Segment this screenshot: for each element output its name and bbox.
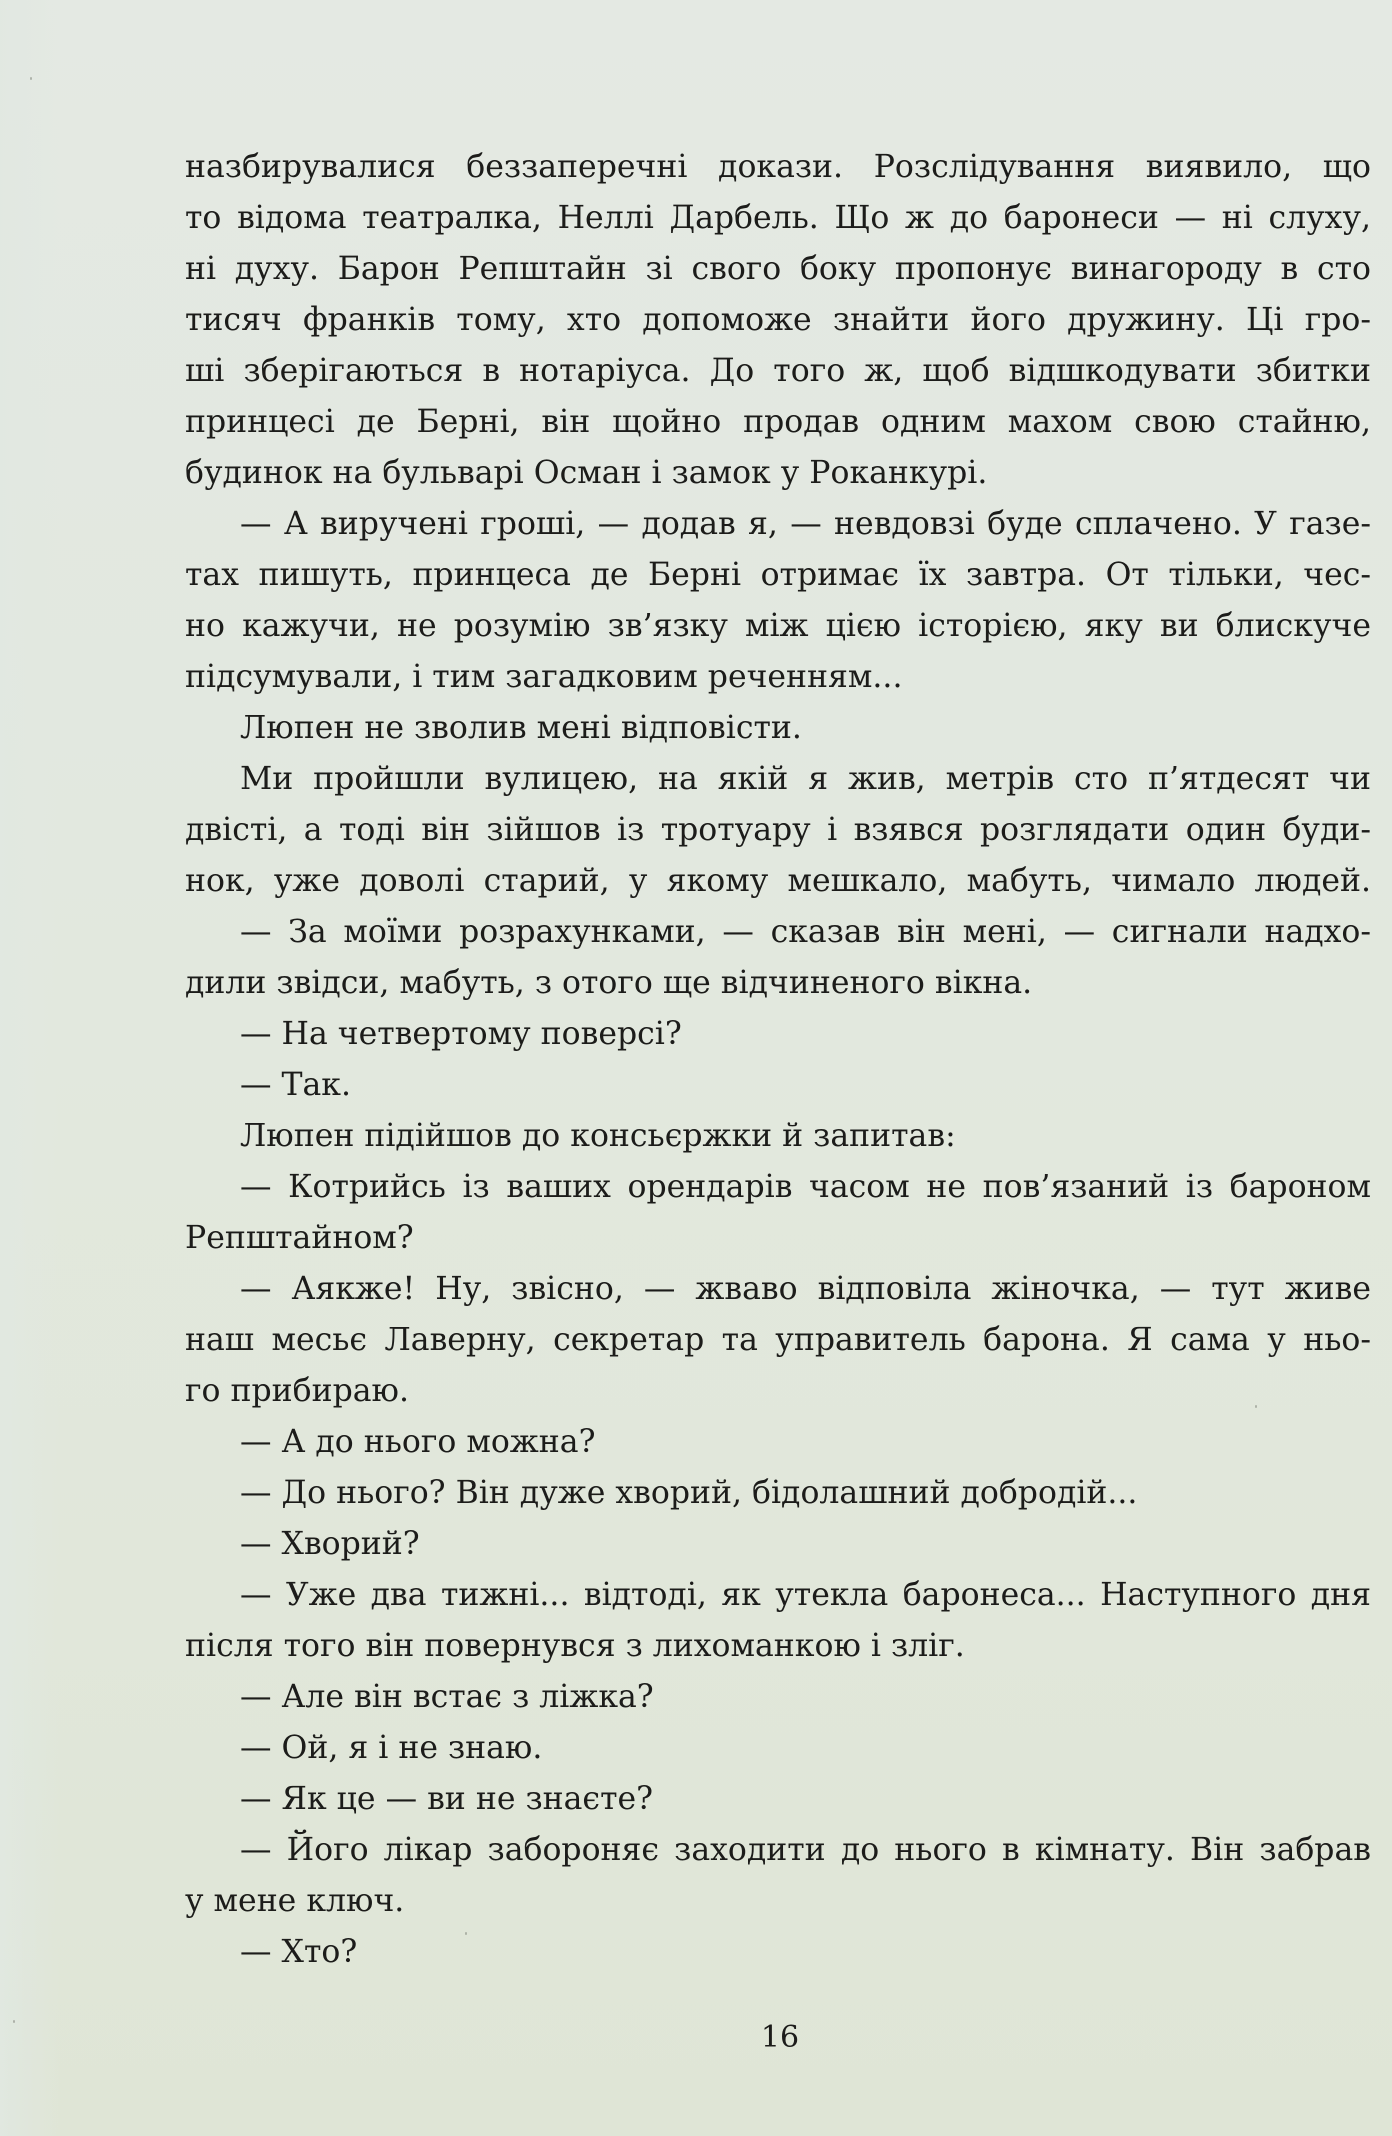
text-line: го прибираю.: [185, 1373, 409, 1409]
text-line: тах пишуть, принцеса де Берні отримає їх завтра. От тільки, чес-: [185, 557, 1371, 593]
text-line: Ми пройшли вулицею, на якій я жив, метрів сто п’ятдесят чи: [240, 761, 1371, 797]
paper-speck: [30, 77, 32, 80]
text-line: — Як це — ви не знаєте?: [240, 1781, 654, 1817]
text-line: Люпен не зволив мені відповісти.: [240, 710, 802, 746]
paper-speck: [13, 2020, 15, 2023]
page-edge-shade: [0, 0, 60, 2136]
text-line: — Уже два тижні... відтоді, як утекла баронеса... Наступного дня: [240, 1577, 1371, 1613]
text-line: принцесі де Берні, він щойно продав одним махом свою стайню,: [185, 404, 1371, 440]
text-line: — Ой, я і не знаю.: [240, 1730, 543, 1766]
text-line: но кажучи, не розумію зв’язку між цією історією, яку ви блискуче: [185, 608, 1371, 644]
text-line: — Так.: [240, 1067, 352, 1103]
text-line: після того він повернувся з лихоманкою і зліг.: [185, 1628, 965, 1664]
text-line: ші зберігаються в нотаріуса. До того ж, щоб відшкодувати збитки: [185, 353, 1371, 389]
text-line: — Аякже! Ну, звісно, — жваво відповіла жіночка, — тут живе: [240, 1271, 1371, 1307]
text-line: ні духу. Барон Репштайн зі свого боку пропонує винагороду в сто: [185, 251, 1371, 287]
text-line: у мене ключ.: [185, 1883, 405, 1919]
text-line: Репштайном?: [185, 1220, 414, 1256]
text-line: назбирувалися беззаперечні докази. Розслідування виявило, що: [185, 149, 1371, 185]
paper-speck: [1255, 1405, 1257, 1408]
text-line: нок, уже доволі старий, у якому мешкало, мабуть, чимало людей.: [185, 863, 1371, 899]
text-line: — А до нього можна?: [240, 1424, 596, 1460]
text-line: — А виручені гроші, — додав я, — невдовзі буде сплачено. У газе-: [240, 506, 1371, 542]
text-line: — На четвертому поверсі?: [240, 1016, 682, 1052]
text-line: то відома театралка, Неллі Дарбель. Що ж до баронеси — ні слуху,: [185, 200, 1371, 236]
text-line: двісті, а тоді він зійшов із тротуару і взявся розглядати один буди-: [185, 812, 1371, 848]
text-line: — За моїми розрахунками, — сказав він мені, — сигнали надхо-: [240, 914, 1371, 950]
text-line: — Котрийсь із ваших орендарів часом не пов’язаний із бароном: [240, 1169, 1371, 1205]
text-line: — Хворий?: [240, 1526, 420, 1562]
text-line: — Хто?: [240, 1934, 358, 1970]
text-line: — Але він встає з ліжка?: [240, 1679, 654, 1715]
text-line: будинок на бульварі Осман і замок у Роканкурі.: [185, 455, 988, 491]
paper-speck: [465, 1932, 467, 1935]
body-text: [185, 142, 1371, 1978]
text-line: підсумували, і тим загадковим реченням...: [185, 659, 903, 695]
text-line: — Його лікар забороняє заходити до нього в кімнату. Він забрав: [240, 1832, 1371, 1868]
text-line: тисяч франків тому, хто допоможе знайти його дружину. Ці гро-: [185, 302, 1371, 338]
text-line: — До нього? Він дуже хворий, бідолашний добродій...: [240, 1475, 1138, 1511]
text-line: дили звідси, мабуть, з отого ще відчиненого вікна.: [185, 965, 1033, 1001]
text-line: наш месьє Лаверну, секретар та управитель барона. Я сама у ньо-: [185, 1322, 1371, 1358]
page-number: 16: [760, 2020, 800, 2055]
text-line: Люпен підійшов до консьєржки й запитав:: [240, 1118, 956, 1154]
